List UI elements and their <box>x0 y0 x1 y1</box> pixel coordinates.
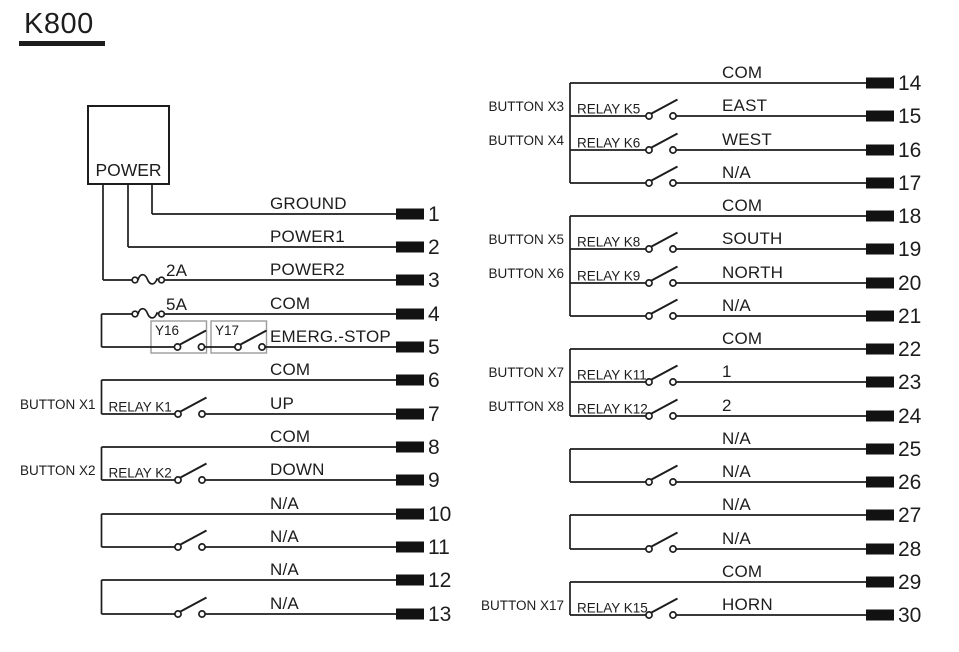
terminal-label: COM <box>722 329 763 348</box>
button-label: BUTTON X2 <box>19 463 96 478</box>
terminal-label: COM <box>270 360 311 379</box>
terminal-label: UP <box>270 394 295 413</box>
terminal-label: NORTH <box>722 263 784 282</box>
terminal-label: HORN <box>722 595 773 614</box>
relay-switch-contact-icon <box>646 100 678 120</box>
terminal-label: EMERG.-STOP <box>270 327 391 346</box>
emergency-stop-switch-icon <box>174 331 206 351</box>
terminal-label: 1 <box>722 362 732 381</box>
terminal-block-24 <box>866 411 894 422</box>
terminal-label: DOWN <box>270 460 325 479</box>
terminal-label: N/A <box>722 495 751 514</box>
relay-label: RELAY K6 <box>577 135 641 151</box>
terminal-label: COM <box>722 196 763 215</box>
terminal-label: COM <box>722 562 763 581</box>
relay-switch-contact-icon <box>646 599 678 619</box>
terminal-block-1 <box>396 209 424 220</box>
terminal-block-10 <box>396 509 424 520</box>
button-label: BUTTON X8 <box>488 399 564 414</box>
terminal-block-25 <box>866 444 894 455</box>
terminal-block-3 <box>396 275 424 286</box>
terminal-block-12 <box>396 575 424 586</box>
terminal-label: WEST <box>722 130 772 149</box>
emergency-stop-contact-label: Y17 <box>215 323 240 338</box>
terminal-block-21 <box>866 311 894 322</box>
relay-switch-contact-icon <box>175 464 207 484</box>
terminal-number: 2 <box>428 236 440 259</box>
terminal-block-22 <box>866 344 894 355</box>
terminal-number: 16 <box>898 139 922 162</box>
relay-switch-contact-icon <box>175 598 207 618</box>
terminal-number: 15 <box>898 105 922 128</box>
button-label: BUTTON X3 <box>488 99 564 114</box>
button-label: BUTTON X4 <box>488 133 564 148</box>
terminal-label: N/A <box>270 494 299 513</box>
relay-switch-contact-icon <box>646 533 678 553</box>
fuse-rating-label: 2A <box>166 261 188 280</box>
relay-switch-contact-icon <box>175 531 207 551</box>
terminal-number: 3 <box>428 269 440 292</box>
terminal-label: N/A <box>722 163 751 182</box>
page-title: K800 <box>24 8 94 40</box>
terminal-number: 12 <box>428 569 452 592</box>
terminal-number: 1 <box>428 203 440 226</box>
terminal-label: N/A <box>722 429 751 448</box>
terminal-label: N/A <box>722 462 751 481</box>
terminal-number: 10 <box>428 503 452 526</box>
terminal-number: 14 <box>898 72 922 95</box>
terminal-number: 24 <box>898 405 922 428</box>
terminal-number: 30 <box>898 604 922 627</box>
terminal-block-9 <box>396 475 424 486</box>
terminal-label: POWER1 <box>270 227 345 246</box>
terminal-number: 20 <box>898 272 922 295</box>
terminal-label: N/A <box>722 296 751 315</box>
terminal-block-13 <box>396 609 424 620</box>
terminal-number: 17 <box>898 172 922 195</box>
emergency-stop-contact-label: Y16 <box>155 323 180 338</box>
button-label: BUTTON X1 <box>19 397 96 412</box>
terminal-number: 9 <box>428 469 440 492</box>
terminal-number: 13 <box>428 603 452 626</box>
fuse-rating-label: 5A <box>166 295 188 314</box>
terminal-block-16 <box>866 145 894 156</box>
terminal-label: 2 <box>722 396 732 415</box>
terminal-number: 8 <box>428 436 440 459</box>
terminal-block-15 <box>866 111 894 122</box>
terminal-label: COM <box>270 294 311 313</box>
button-label: BUTTON X7 <box>488 365 564 380</box>
terminal-label: N/A <box>722 529 751 548</box>
terminal-block-7 <box>396 409 424 420</box>
terminal-block-5 <box>396 342 424 353</box>
relay-label: RELAY K2 <box>108 465 172 481</box>
terminal-block-19 <box>866 244 894 255</box>
terminal-number: 7 <box>428 403 440 426</box>
relay-label: RELAY K5 <box>577 101 641 117</box>
terminal-number: 28 <box>898 538 922 561</box>
terminal-number: 11 <box>428 536 450 559</box>
terminal-label: COM <box>270 427 311 446</box>
terminal-block-30 <box>866 610 894 621</box>
terminal-number: 25 <box>898 438 922 461</box>
relay-switch-contact-icon <box>646 233 678 253</box>
terminal-label: COM <box>722 63 763 82</box>
terminal-block-17 <box>866 178 894 189</box>
relay-label: RELAY K11 <box>577 367 647 383</box>
terminal-block-23 <box>866 377 894 388</box>
fuse-icon <box>132 275 164 284</box>
relay-switch-contact-icon <box>646 400 678 420</box>
button-label: BUTTON X5 <box>488 232 564 247</box>
relay-label: RELAY K15 <box>577 600 648 616</box>
terminal-block-28 <box>866 544 894 555</box>
terminal-block-4 <box>396 309 424 320</box>
terminal-block-11 <box>396 542 424 553</box>
button-label: BUTTON X6 <box>488 266 564 281</box>
relay-switch-contact-icon <box>646 267 678 287</box>
terminal-label: POWER2 <box>270 260 345 279</box>
relay-label: RELAY K1 <box>108 399 172 415</box>
terminal-label: SOUTH <box>722 229 783 248</box>
relay-label: RELAY K12 <box>577 401 648 417</box>
terminal-number: 22 <box>898 338 922 361</box>
fuse-icon <box>132 309 164 318</box>
terminal-block-14 <box>866 78 894 89</box>
relay-switch-contact-icon <box>646 366 678 386</box>
terminal-block-26 <box>866 477 894 488</box>
terminal-label: EAST <box>722 96 768 115</box>
terminal-number: 26 <box>898 471 922 494</box>
terminal-block-18 <box>866 211 894 222</box>
terminal-number: 18 <box>898 205 922 228</box>
relay-switch-contact-icon <box>646 300 678 320</box>
relay-switch-contact-icon <box>175 398 207 418</box>
terminal-block-2 <box>396 242 424 253</box>
terminal-number: 6 <box>428 369 440 392</box>
relay-label: RELAY K8 <box>577 234 641 250</box>
terminal-number: 4 <box>428 303 440 326</box>
terminal-block-27 <box>866 510 894 521</box>
emergency-stop-switch-icon <box>235 331 267 351</box>
power-label: POWER <box>95 160 162 180</box>
relay-switch-contact-icon <box>646 167 678 187</box>
terminal-block-8 <box>396 442 424 453</box>
relay-label: RELAY K9 <box>577 268 641 284</box>
terminal-label: GROUND <box>270 194 347 213</box>
relay-switch-contact-icon <box>646 466 678 486</box>
terminal-number: 21 <box>898 305 922 328</box>
terminal-number: 19 <box>898 238 922 261</box>
terminal-label: N/A <box>270 594 299 613</box>
terminal-number: 27 <box>898 504 922 527</box>
terminal-block-20 <box>866 278 894 289</box>
terminal-number: 29 <box>898 571 922 594</box>
terminal-number: 23 <box>898 371 922 394</box>
relay-switch-contact-icon <box>646 134 678 154</box>
terminal-block-6 <box>396 375 424 386</box>
terminal-label: N/A <box>270 527 299 546</box>
terminal-number: 5 <box>428 336 440 359</box>
button-label: BUTTON X17 <box>480 598 564 613</box>
terminal-block-29 <box>866 577 894 588</box>
terminal-label: N/A <box>270 560 299 579</box>
